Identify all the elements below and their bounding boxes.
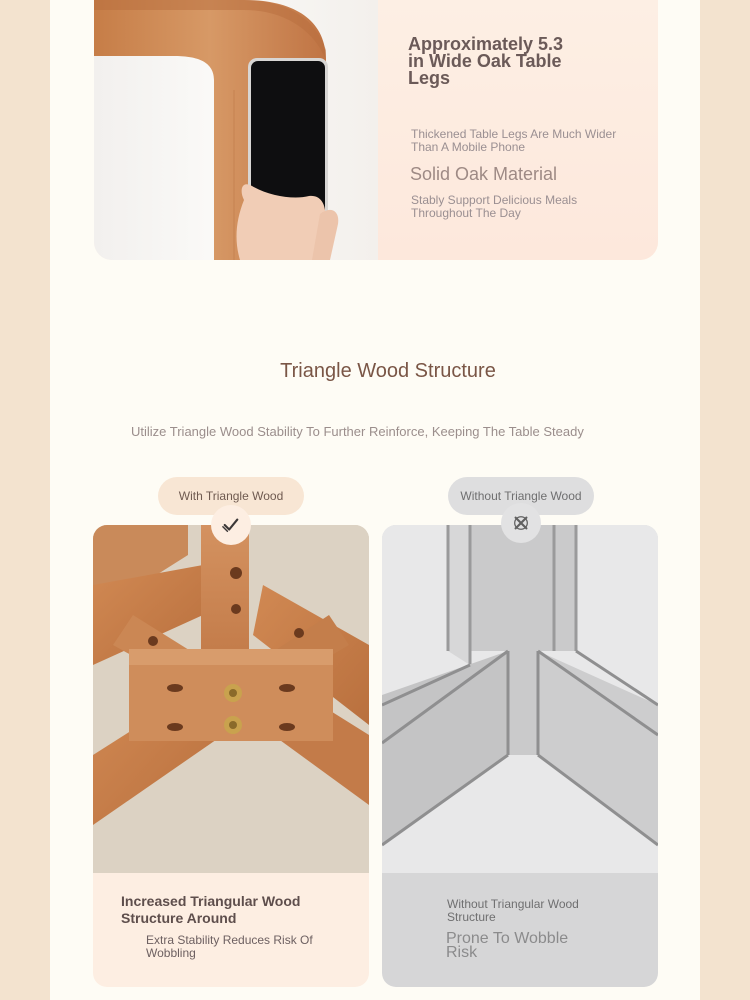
table-leg-phone-photo bbox=[94, 0, 378, 260]
no-triangle-joint-illustration bbox=[382, 525, 658, 873]
triangle-wood-joint-photo bbox=[93, 525, 369, 873]
section-title: Triangle Wood Structure bbox=[280, 360, 496, 382]
with-triangle-description: Extra Stability Reduces Risk Of Wobbling bbox=[146, 933, 313, 960]
feature-text-panel bbox=[378, 0, 658, 260]
broken-badge bbox=[501, 503, 541, 543]
check-badge bbox=[211, 505, 251, 545]
leg-width-description: Thickened Table Legs Are Much Wider Than A Mobile Phone bbox=[411, 127, 617, 154]
broken-icon bbox=[512, 514, 530, 532]
with-triangle-title: Increased Triangular Wood Structure Around bbox=[121, 893, 301, 926]
check-icon bbox=[222, 516, 240, 534]
without-triangle-label: Without Triangle Wood bbox=[448, 477, 594, 515]
material-description: Stably Support Delicious Meals Throughout The Day bbox=[411, 193, 578, 220]
without-triangle-description: Prone To Wobble Risk bbox=[446, 930, 569, 961]
with-triangle-label: With Triangle Wood bbox=[158, 477, 304, 515]
without-triangle-card bbox=[382, 525, 658, 987]
with-triangle-card bbox=[93, 525, 369, 987]
table-leg-feature-card bbox=[94, 0, 658, 260]
section-subtitle: Utilize Triangle Wood Stability To Further Reinforce, Keeping The Table Steady bbox=[131, 424, 584, 439]
leg-width-title: Approximately 5.3 in Wide Oak Table Legs bbox=[408, 34, 564, 88]
product-detail-page bbox=[50, 0, 700, 1000]
without-triangle-title: Without Triangular Wood Structure bbox=[447, 897, 579, 924]
material-heading: Solid Oak Material bbox=[410, 164, 558, 184]
